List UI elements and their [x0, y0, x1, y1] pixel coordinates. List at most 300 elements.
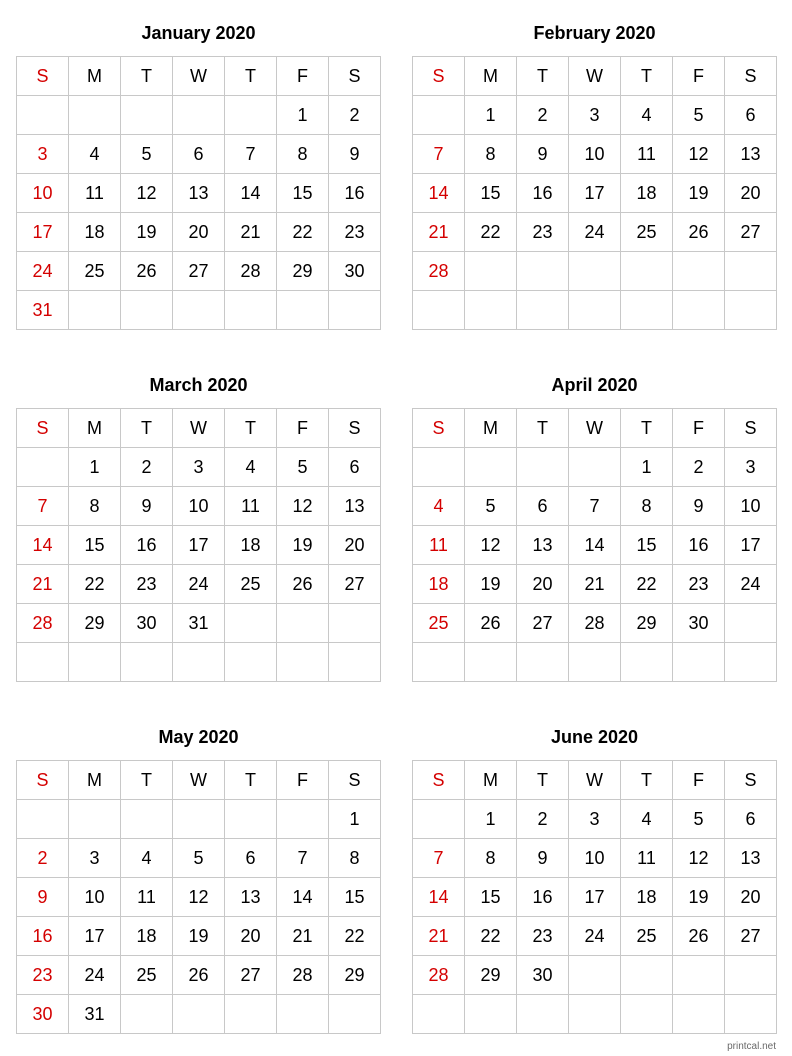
week-row [17, 487, 381, 526]
day-cell: 3 [569, 96, 621, 135]
day-cell: 27 [517, 604, 569, 643]
day-cell [725, 995, 777, 1034]
day-cell: 15 [329, 878, 381, 917]
day-cell: 17 [69, 917, 121, 956]
day-cell: 8 [465, 135, 517, 174]
day-cell: 25 [121, 956, 173, 995]
week-row [17, 800, 381, 839]
day-cell [413, 96, 465, 135]
day-cell: 9 [121, 487, 173, 526]
weekday-header: W [173, 409, 225, 448]
weekday-header: T [621, 57, 673, 96]
day-cell: 11 [621, 839, 673, 878]
day-cell: 2 [121, 448, 173, 487]
day-cell [121, 995, 173, 1034]
day-cell: 21 [277, 917, 329, 956]
day-cell: 7 [413, 135, 465, 174]
day-cell: 4 [621, 800, 673, 839]
day-cell: 1 [277, 96, 329, 135]
day-cell: 4 [225, 448, 277, 487]
weekday-header: F [673, 57, 725, 96]
week-row [413, 800, 777, 839]
day-cell: 22 [277, 213, 329, 252]
day-cell [69, 291, 121, 330]
day-cell [725, 252, 777, 291]
day-cell: 25 [621, 917, 673, 956]
day-cell: 24 [17, 252, 69, 291]
day-cell: 8 [277, 135, 329, 174]
day-cell [69, 643, 121, 682]
day-cell: 28 [413, 956, 465, 995]
day-cell: 13 [725, 839, 777, 878]
day-cell: 12 [465, 526, 517, 565]
day-cell [673, 291, 725, 330]
week-row [413, 174, 777, 213]
day-cell: 24 [173, 565, 225, 604]
day-cell: 26 [673, 917, 725, 956]
day-cell: 7 [413, 839, 465, 878]
day-cell: 20 [173, 213, 225, 252]
footer-credit: printcal.net [727, 1041, 776, 1052]
month-grid [16, 408, 381, 682]
day-cell: 3 [173, 448, 225, 487]
weekday-header: T [121, 761, 173, 800]
day-cell: 20 [329, 526, 381, 565]
day-cell [465, 995, 517, 1034]
weekday-header: F [673, 761, 725, 800]
weekday-header: F [673, 409, 725, 448]
day-cell: 21 [413, 213, 465, 252]
day-cell [173, 800, 225, 839]
week-row [17, 174, 381, 213]
day-cell: 8 [465, 839, 517, 878]
day-cell [173, 995, 225, 1034]
month-calendar-april [412, 372, 777, 682]
day-cell: 17 [725, 526, 777, 565]
weekday-header: S [329, 409, 381, 448]
day-cell: 11 [621, 135, 673, 174]
day-cell [465, 291, 517, 330]
day-cell: 10 [569, 839, 621, 878]
weekday-header: F [277, 409, 329, 448]
day-cell: 3 [725, 448, 777, 487]
weekday-header: S [725, 761, 777, 800]
day-cell: 22 [465, 213, 517, 252]
day-cell: 18 [413, 565, 465, 604]
month-calendar-february [412, 20, 777, 330]
month-title: February 2020 [533, 23, 656, 43]
day-cell: 7 [569, 487, 621, 526]
week-row [413, 213, 777, 252]
day-cell: 16 [121, 526, 173, 565]
day-cell [225, 604, 277, 643]
day-cell: 10 [725, 487, 777, 526]
day-cell: 24 [569, 213, 621, 252]
day-cell: 28 [413, 252, 465, 291]
day-cell: 7 [17, 487, 69, 526]
day-cell [225, 995, 277, 1034]
day-cell [517, 291, 569, 330]
day-cell [673, 252, 725, 291]
week-row [413, 604, 777, 643]
weekday-header: W [173, 57, 225, 96]
day-cell [225, 643, 277, 682]
week-row [413, 135, 777, 174]
day-cell: 2 [517, 800, 569, 839]
weekday-header: F [277, 761, 329, 800]
day-cell: 14 [413, 878, 465, 917]
day-cell [329, 604, 381, 643]
day-cell [621, 291, 673, 330]
week-row [413, 291, 777, 330]
day-cell: 24 [569, 917, 621, 956]
day-cell: 29 [621, 604, 673, 643]
weekday-header: T [517, 409, 569, 448]
week-row [17, 995, 381, 1034]
week-row [17, 604, 381, 643]
month-calendar-may [16, 724, 381, 1034]
day-cell: 5 [465, 487, 517, 526]
weekday-header: T [121, 57, 173, 96]
week-row [17, 291, 381, 330]
week-row [17, 96, 381, 135]
week-row [17, 878, 381, 917]
week-row [17, 448, 381, 487]
weekday-header: S [329, 57, 381, 96]
day-cell: 22 [465, 917, 517, 956]
day-cell: 14 [17, 526, 69, 565]
day-cell: 2 [329, 96, 381, 135]
day-cell: 6 [725, 800, 777, 839]
day-cell: 21 [17, 565, 69, 604]
weekday-header-row [17, 409, 381, 448]
weekday-header: F [277, 57, 329, 96]
day-cell [517, 252, 569, 291]
day-cell: 3 [17, 135, 69, 174]
day-cell: 30 [17, 995, 69, 1034]
day-cell: 25 [621, 213, 673, 252]
weekday-header: M [69, 761, 121, 800]
day-cell: 21 [225, 213, 277, 252]
day-cell: 4 [69, 135, 121, 174]
day-cell [17, 800, 69, 839]
day-cell: 25 [225, 565, 277, 604]
day-cell: 23 [121, 565, 173, 604]
day-cell: 2 [517, 96, 569, 135]
day-cell: 26 [465, 604, 517, 643]
day-cell: 1 [621, 448, 673, 487]
day-cell: 9 [17, 878, 69, 917]
day-cell: 4 [413, 487, 465, 526]
day-cell: 4 [621, 96, 673, 135]
day-cell [465, 643, 517, 682]
day-cell [517, 995, 569, 1034]
day-cell: 18 [621, 174, 673, 213]
month-title: January 2020 [141, 23, 256, 43]
day-cell: 22 [621, 565, 673, 604]
day-cell: 28 [569, 604, 621, 643]
day-cell: 30 [673, 604, 725, 643]
day-cell: 27 [329, 565, 381, 604]
day-cell: 28 [225, 252, 277, 291]
day-cell [173, 96, 225, 135]
day-cell: 19 [673, 878, 725, 917]
day-cell: 15 [465, 878, 517, 917]
day-cell: 18 [225, 526, 277, 565]
day-cell: 12 [673, 839, 725, 878]
day-cell [329, 291, 381, 330]
day-cell: 27 [225, 956, 277, 995]
day-cell: 3 [569, 800, 621, 839]
day-cell [673, 956, 725, 995]
weekday-header: T [225, 761, 277, 800]
day-cell: 12 [121, 174, 173, 213]
day-cell: 23 [673, 565, 725, 604]
day-cell: 23 [517, 213, 569, 252]
weekday-header: M [465, 409, 517, 448]
weekday-header: W [569, 761, 621, 800]
week-row [17, 917, 381, 956]
month-title: May 2020 [158, 727, 239, 747]
day-cell: 12 [673, 135, 725, 174]
day-cell: 9 [517, 839, 569, 878]
day-cell [69, 800, 121, 839]
day-cell [621, 252, 673, 291]
weekday-header-row [413, 57, 777, 96]
weekday-header: S [17, 761, 69, 800]
week-row [413, 448, 777, 487]
day-cell: 14 [569, 526, 621, 565]
day-cell: 20 [517, 565, 569, 604]
day-cell: 24 [69, 956, 121, 995]
day-cell [173, 643, 225, 682]
day-cell: 13 [329, 487, 381, 526]
day-cell: 19 [173, 917, 225, 956]
month-calendar-june [412, 724, 777, 1034]
day-cell: 17 [569, 878, 621, 917]
day-cell: 11 [121, 878, 173, 917]
day-cell [673, 643, 725, 682]
day-cell [413, 643, 465, 682]
weekday-header: T [225, 57, 277, 96]
weekday-header: W [569, 409, 621, 448]
day-cell [569, 448, 621, 487]
day-cell [277, 643, 329, 682]
day-cell: 26 [277, 565, 329, 604]
week-row [17, 643, 381, 682]
day-cell: 14 [225, 174, 277, 213]
day-cell [277, 604, 329, 643]
day-cell: 2 [17, 839, 69, 878]
day-cell: 19 [673, 174, 725, 213]
day-cell [569, 995, 621, 1034]
day-cell: 6 [173, 135, 225, 174]
weekday-header: T [121, 409, 173, 448]
weekday-header: M [69, 409, 121, 448]
day-cell [225, 96, 277, 135]
day-cell [329, 995, 381, 1034]
month-grid [412, 408, 777, 682]
weekday-header: T [621, 761, 673, 800]
day-cell [17, 448, 69, 487]
week-row [413, 917, 777, 956]
day-cell: 6 [225, 839, 277, 878]
day-cell: 18 [121, 917, 173, 956]
day-cell: 19 [277, 526, 329, 565]
week-row [413, 526, 777, 565]
day-cell: 30 [517, 956, 569, 995]
weekday-header: S [413, 57, 465, 96]
weekday-header-row [17, 57, 381, 96]
day-cell [725, 643, 777, 682]
week-row [17, 213, 381, 252]
day-cell: 16 [17, 917, 69, 956]
weekday-header: S [413, 409, 465, 448]
day-cell [277, 291, 329, 330]
month-grid [16, 760, 381, 1034]
day-cell: 29 [277, 252, 329, 291]
day-cell: 18 [621, 878, 673, 917]
day-cell: 1 [69, 448, 121, 487]
day-cell: 10 [569, 135, 621, 174]
weekday-header: T [225, 409, 277, 448]
day-cell [465, 252, 517, 291]
day-cell: 23 [17, 956, 69, 995]
day-cell: 3 [69, 839, 121, 878]
day-cell [173, 291, 225, 330]
day-cell: 5 [673, 96, 725, 135]
day-cell: 21 [413, 917, 465, 956]
day-cell [277, 800, 329, 839]
day-cell: 13 [173, 174, 225, 213]
day-cell: 9 [673, 487, 725, 526]
day-cell: 5 [673, 800, 725, 839]
day-cell: 23 [329, 213, 381, 252]
day-cell [725, 956, 777, 995]
month-grid [412, 760, 777, 1034]
day-cell: 27 [725, 213, 777, 252]
day-cell [621, 995, 673, 1034]
day-cell: 5 [173, 839, 225, 878]
weekday-header: S [725, 57, 777, 96]
day-cell: 8 [69, 487, 121, 526]
week-row [413, 995, 777, 1034]
day-cell [569, 252, 621, 291]
day-cell: 15 [69, 526, 121, 565]
day-cell: 1 [329, 800, 381, 839]
day-cell: 15 [621, 526, 673, 565]
day-cell: 25 [69, 252, 121, 291]
month-title: June 2020 [550, 727, 639, 747]
day-cell: 26 [173, 956, 225, 995]
day-cell: 10 [173, 487, 225, 526]
day-cell: 30 [121, 604, 173, 643]
weekday-header-row [17, 761, 381, 800]
week-row [413, 643, 777, 682]
day-cell [121, 96, 173, 135]
day-cell: 17 [569, 174, 621, 213]
weekday-header: M [465, 761, 517, 800]
day-cell: 11 [69, 174, 121, 213]
day-cell: 30 [329, 252, 381, 291]
day-cell [17, 96, 69, 135]
day-cell [225, 800, 277, 839]
day-cell [673, 995, 725, 1034]
weekday-header: S [17, 57, 69, 96]
day-cell: 13 [725, 135, 777, 174]
day-cell: 5 [121, 135, 173, 174]
weekday-header-row [413, 409, 777, 448]
day-cell: 13 [225, 878, 277, 917]
day-cell: 12 [277, 487, 329, 526]
day-cell: 12 [173, 878, 225, 917]
month-calendar-january [16, 20, 381, 330]
day-cell: 24 [725, 565, 777, 604]
weekday-header: W [173, 761, 225, 800]
weekday-header-row [413, 761, 777, 800]
week-row [17, 252, 381, 291]
day-cell: 15 [277, 174, 329, 213]
day-cell: 20 [725, 878, 777, 917]
day-cell: 22 [69, 565, 121, 604]
week-row [413, 956, 777, 995]
day-cell: 28 [277, 956, 329, 995]
day-cell: 17 [173, 526, 225, 565]
month-title: April 2020 [551, 375, 638, 395]
weekday-header: M [465, 57, 517, 96]
day-cell: 6 [329, 448, 381, 487]
day-cell: 16 [673, 526, 725, 565]
day-cell [465, 448, 517, 487]
day-cell: 7 [277, 839, 329, 878]
day-cell [569, 956, 621, 995]
day-cell: 28 [17, 604, 69, 643]
day-cell [121, 291, 173, 330]
week-row [17, 839, 381, 878]
day-cell: 31 [69, 995, 121, 1034]
weekday-header: M [69, 57, 121, 96]
day-cell [621, 956, 673, 995]
day-cell: 29 [69, 604, 121, 643]
day-cell: 10 [69, 878, 121, 917]
day-cell: 6 [725, 96, 777, 135]
week-row [413, 839, 777, 878]
day-cell [121, 643, 173, 682]
week-row [17, 526, 381, 565]
month-grid [412, 56, 777, 330]
day-cell: 20 [225, 917, 277, 956]
day-cell: 31 [173, 604, 225, 643]
day-cell [725, 291, 777, 330]
day-cell: 14 [413, 174, 465, 213]
day-cell: 4 [121, 839, 173, 878]
month-title: March 2020 [149, 375, 248, 395]
day-cell: 5 [277, 448, 329, 487]
weekday-header: S [725, 409, 777, 448]
day-cell: 20 [725, 174, 777, 213]
day-cell [225, 291, 277, 330]
weekday-header: W [569, 57, 621, 96]
day-cell: 14 [277, 878, 329, 917]
day-cell: 26 [673, 213, 725, 252]
week-row [413, 96, 777, 135]
weekday-header: S [329, 761, 381, 800]
day-cell: 19 [465, 565, 517, 604]
day-cell: 1 [465, 96, 517, 135]
day-cell [413, 995, 465, 1034]
day-cell: 6 [517, 487, 569, 526]
week-row [413, 487, 777, 526]
